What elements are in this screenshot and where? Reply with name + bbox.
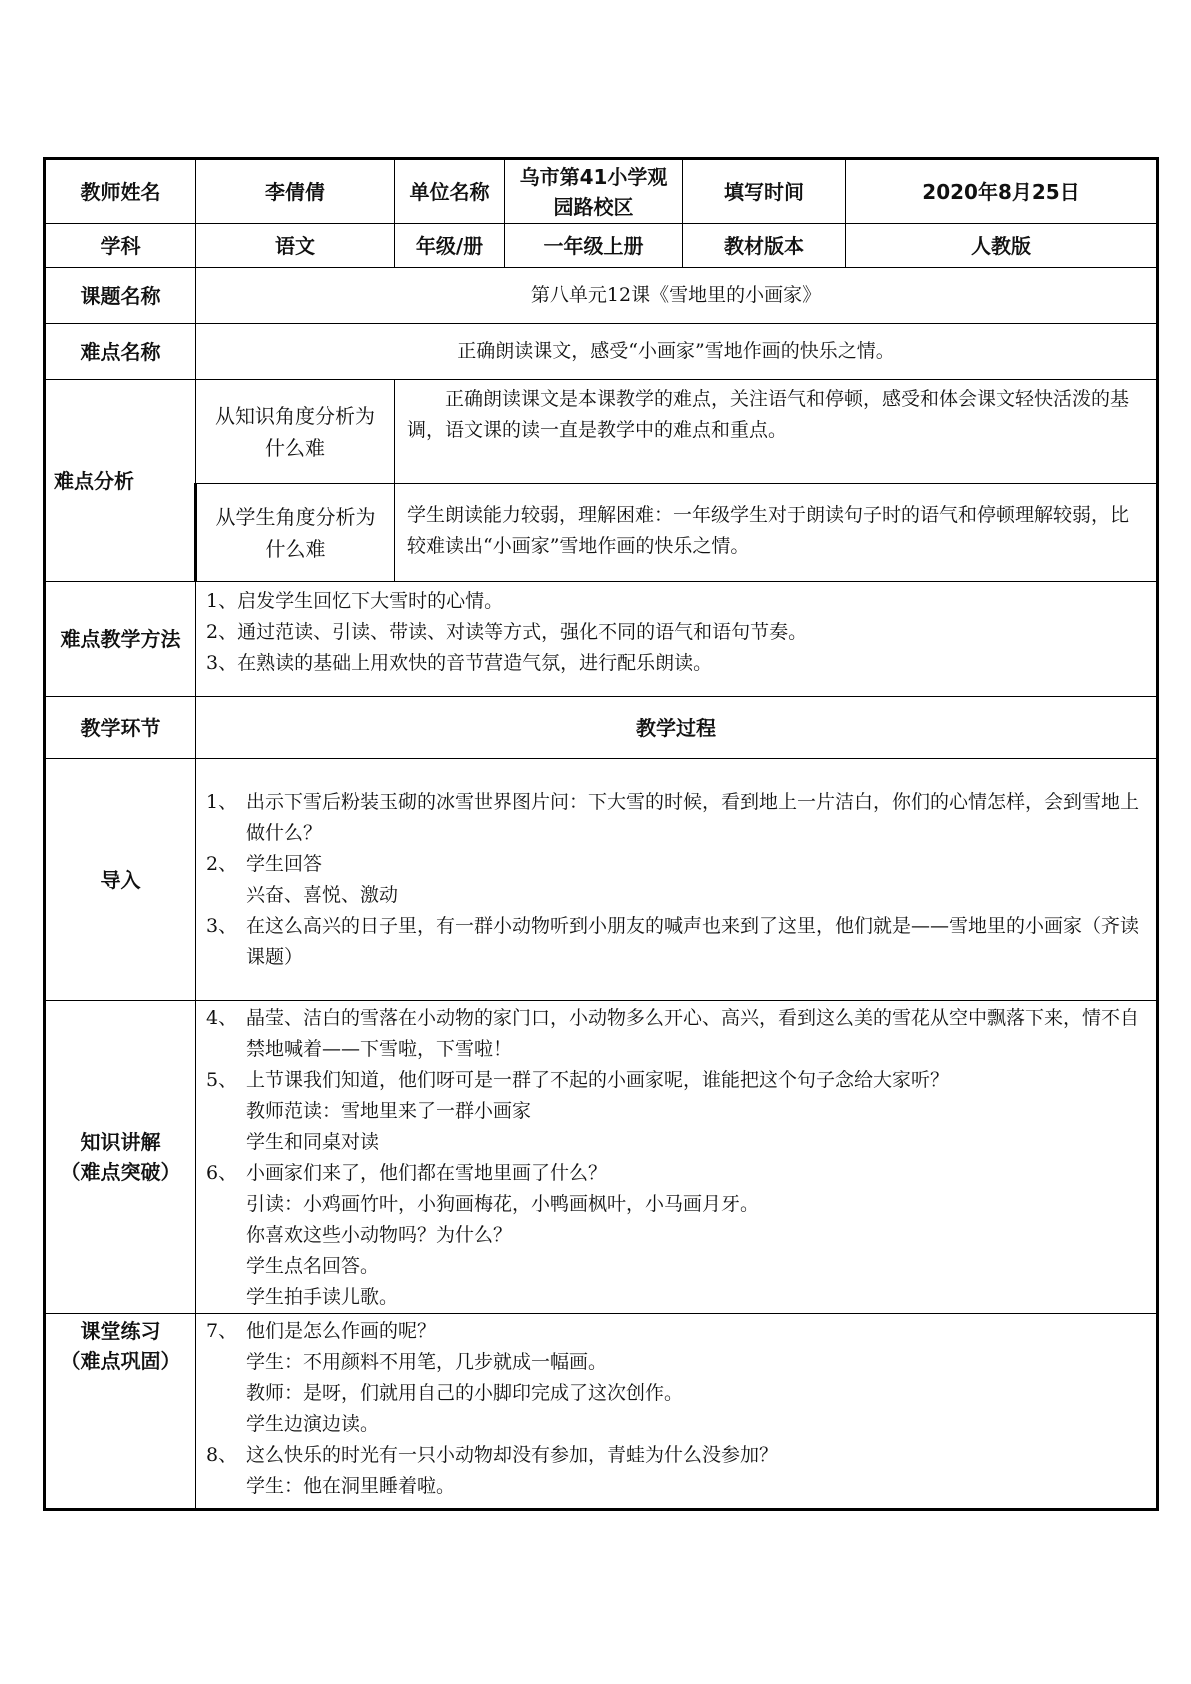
practice-label: 课堂练习: [80, 1319, 161, 1343]
step-number: 2、: [206, 852, 238, 875]
student-angle-label: 从学生角度分析为什么难: [196, 484, 395, 582]
step-line: 学生和同桌对读: [246, 1131, 380, 1153]
student-angle-cell: [395, 484, 1158, 582]
step-line: 引读：小鸡画竹叶，小狗画梅花，小鸭画枫叶，小马画月牙。: [246, 1193, 760, 1215]
practice-step: [206, 1440, 1146, 1502]
explain-step: [206, 1003, 1146, 1065]
process-header-row: [45, 697, 1158, 759]
intro-step: [206, 911, 1146, 973]
practice-label-sub: （难点巩固）: [60, 1349, 181, 1373]
intro-label: 导入: [45, 759, 196, 1001]
methods-list: [196, 582, 1156, 679]
step-number: 6、: [206, 1162, 238, 1184]
analysis-label: 难点分析: [45, 380, 196, 582]
edition-label: 教材版本: [683, 224, 846, 268]
date-value: 2020年8月25日: [846, 159, 1158, 224]
method-item: 3、在熟读的基础上用欢快的音节营造气氛，进行配乐朗读。: [206, 652, 713, 674]
unit-label: 单位名称: [395, 159, 505, 224]
lesson-plan-sheet: [43, 157, 1156, 1511]
lesson-plan-table: [43, 157, 1159, 1511]
knowledge-angle-cell: [395, 380, 1158, 484]
teacher-label: 教师姓名: [45, 159, 196, 224]
step-line: 学生：他在洞里睡着啦。: [246, 1475, 456, 1497]
intro-steps: [196, 787, 1156, 973]
explain-step: [206, 1158, 1146, 1313]
step-number: 7、: [206, 1320, 238, 1342]
step-line: 教师范读：雪地里来了一群小画家: [246, 1100, 532, 1122]
unit-name: 乌市第41小学观园路校区: [505, 159, 683, 224]
step-number: 1、: [206, 790, 238, 813]
topic-value: 第八单元12课《雪地里的小画家》: [196, 268, 1158, 324]
topic-row: [45, 268, 1158, 324]
method-item: 2、通过范读、引读、带读、对读等方式，强化不同的语气和语句节奏。: [206, 621, 808, 643]
step-line: 你喜欢这些小动物吗？为什么？: [246, 1224, 513, 1246]
step-line: 学生边演边读。: [246, 1413, 380, 1435]
intro-step: [206, 849, 1146, 911]
explain-row: [45, 1001, 1158, 1314]
process-header: 教学过程: [196, 697, 1158, 759]
method-item: 1、启发学生回忆下大雪时的心情。: [206, 590, 504, 612]
explain-label-sub: （难点突破）: [60, 1160, 181, 1184]
teacher-name: 李倩倩: [196, 159, 395, 224]
step-line: 教师：是呀，们就用自己的小脚印完成了这次创作。: [246, 1382, 684, 1404]
knowledge-angle-text: 正确朗读课文是本课教学的难点，关注语气和停顿，感受和体会课文轻快活泼的基调，语文课的读一直是教学中的难点和重点。: [407, 388, 1130, 441]
step-number: 3、: [206, 914, 238, 937]
practice-label-cell: [45, 1314, 196, 1510]
methods-cell: [196, 582, 1158, 697]
subject-value: 语文: [196, 224, 395, 268]
step-number: 5、: [206, 1069, 238, 1091]
step-line: 兴奋、喜悦、激动: [246, 883, 399, 906]
methods-row: [45, 582, 1158, 697]
step-line: 上节课我们知道，他们呀可是一群了不起的小画家呢，谁能把这个句子念给大家听？: [246, 1069, 950, 1091]
topic-label: 课题名称: [45, 268, 196, 324]
knowledge-angle-label: 从知识角度分析为什么难: [196, 380, 395, 484]
methods-label: 难点教学方法: [45, 582, 196, 697]
difficulty-value: 正确朗读课文，感受“小画家”雪地作画的快乐之情。: [196, 324, 1158, 380]
practice-steps: [196, 1314, 1156, 1502]
stage-header: 教学环节: [45, 697, 196, 759]
step-line: 他们是怎么作画的呢？: [246, 1320, 437, 1342]
explain-label-cell: [45, 1001, 196, 1314]
intro-cell: [196, 759, 1158, 1001]
edition-value: 人教版: [846, 224, 1158, 268]
step-line: 这么快乐的时光有一只小动物却没有参加，青蛙为什么没参加？: [246, 1444, 779, 1466]
subject-label: 学科: [45, 224, 196, 268]
date-label: 填写时间: [683, 159, 846, 224]
practice-row: [45, 1314, 1158, 1510]
step-line: 晶莹、洁白的雪落在小动物的家门口，小动物多么开心、高兴，看到这么美的雪花从空中飘落下来，情不自禁地喊着——下雪啦，下雪啦！: [246, 1007, 1140, 1060]
step-line: 学生拍手读儿歌。: [246, 1286, 399, 1308]
difficulty-row: [45, 324, 1158, 380]
intro-step: [206, 787, 1146, 849]
step-number: 8、: [206, 1444, 238, 1466]
explain-step: [206, 1065, 1146, 1158]
step-line: 出示下雪后粉装玉砌的冰雪世界图片问：下大雪的时候，看到地上一片洁白，你们的心情怎样，会到雪地上做什么？: [246, 790, 1140, 844]
step-line: 小画家们来了，他们都在雪地里画了什么？: [246, 1162, 608, 1184]
explain-cell: [196, 1001, 1158, 1314]
practice-step: [206, 1316, 1146, 1440]
difficulty-label: 难点名称: [45, 324, 196, 380]
explain-steps: [196, 1001, 1156, 1313]
grade-label: 年级/册: [395, 224, 505, 268]
practice-cell: [196, 1314, 1158, 1510]
step-line: 学生回答: [246, 852, 323, 875]
analysis-row-student: [45, 484, 1158, 582]
step-number: 4、: [206, 1007, 238, 1029]
grade-value: 一年级上册: [505, 224, 683, 268]
explain-label: 知识讲解: [80, 1130, 161, 1154]
step-line: 学生：不用颜料不用笔，几步就成一幅画。: [246, 1351, 608, 1373]
header-row-1: [45, 159, 1158, 224]
student-angle-text: 学生朗读能力较弱，理解困难：一年级学生对于朗读句子时的语气和停顿理解较弱，比较难读出“小画家”雪地作画的快乐之情。: [407, 504, 1130, 557]
intro-row: [45, 759, 1158, 1001]
header-row-2: [45, 224, 1158, 268]
step-line: 学生点名回答。: [246, 1255, 380, 1277]
step-line: 在这么高兴的日子里，有一群小动物听到小朋友的喊声也来到了这里，他们就是——雪地里的小画家（齐读课题）: [246, 914, 1140, 968]
analysis-row-knowledge: [45, 380, 1158, 484]
